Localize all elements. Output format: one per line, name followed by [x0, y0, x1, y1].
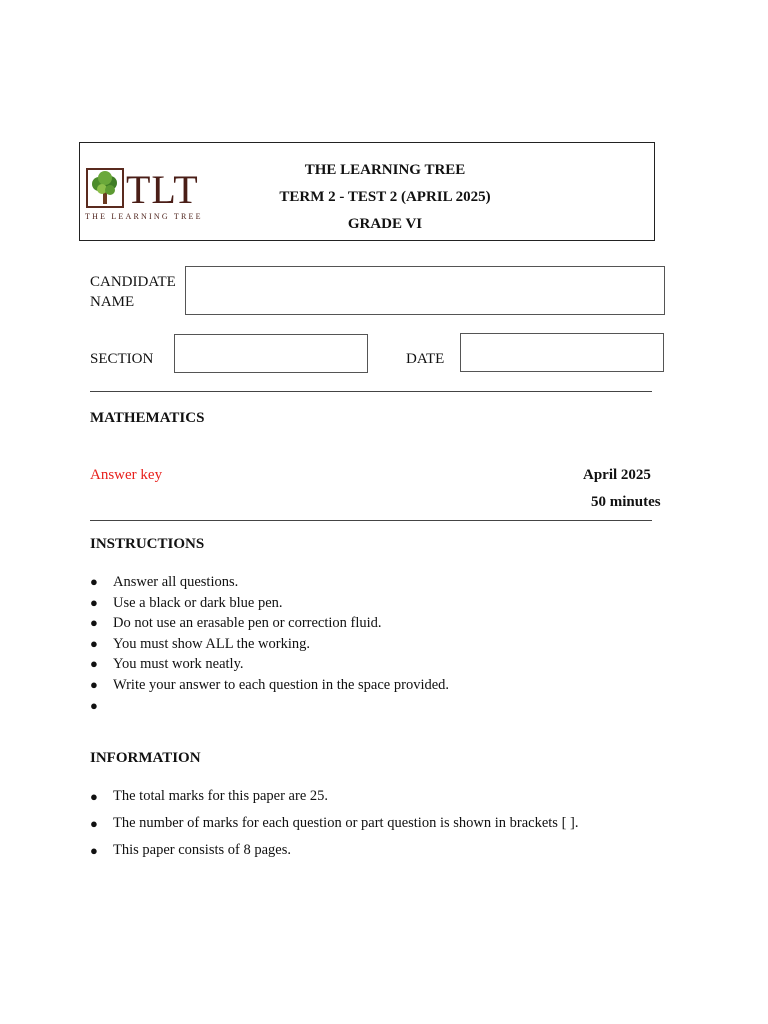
test-title: TERM 2 - TEST 2 (APRIL 2025) — [279, 189, 491, 205]
information-list — [90, 783, 730, 864]
instruction-item: ● Answer all questions. — [90, 572, 690, 593]
grade-label: GRADE VI — [347, 216, 423, 232]
information-item: ● This paper consists of 8 pages. — [90, 837, 730, 864]
logo-frame — [86, 168, 124, 208]
instruction-item — [90, 696, 690, 717]
subject-heading: MATHEMATICS — [90, 410, 205, 426]
information-heading: INFORMATION — [90, 750, 201, 766]
candidate-name-label — [90, 272, 176, 312]
instruction-item: ● Use a black or dark blue pen. — [90, 593, 690, 614]
date-field[interactable] — [460, 333, 664, 372]
candidate-label-line1: CANDIDATE — [90, 274, 176, 290]
instructions-heading: INSTRUCTIONS — [90, 536, 205, 552]
answer-key-label: Answer key — [90, 467, 163, 483]
candidate-label-line2: NAME — [90, 294, 135, 310]
exam-date: April 2025 — [583, 467, 651, 483]
date-label: DATE — [406, 351, 445, 367]
instructions-list — [90, 572, 690, 716]
section-field[interactable] — [174, 334, 368, 373]
tree-icon — [88, 170, 122, 206]
exam-duration: 50 minutes — [591, 494, 661, 510]
divider-bottom — [90, 520, 652, 521]
divider-top — [90, 391, 652, 392]
information-item: ● The total marks for this paper are 25. — [90, 783, 730, 810]
instruction-item: ● Write your answer to each question in the space provided. — [90, 675, 690, 696]
logo-letters: TLT — [126, 167, 199, 212]
candidate-name-field[interactable] — [185, 266, 665, 315]
instruction-item: ● You must work neatly. — [90, 654, 690, 675]
logo-subtitle: THE LEARNING TREE — [85, 212, 203, 221]
information-item: ● The number of marks for each question or part question is shown in brackets [ ]. — [90, 810, 730, 837]
instruction-item: ● Do not use an erasable pen or correction fluid. — [90, 613, 690, 634]
school-name: THE LEARNING TREE — [304, 162, 466, 178]
instruction-item: ● You must show ALL the working. — [90, 634, 690, 655]
section-label: SECTION — [90, 351, 154, 367]
